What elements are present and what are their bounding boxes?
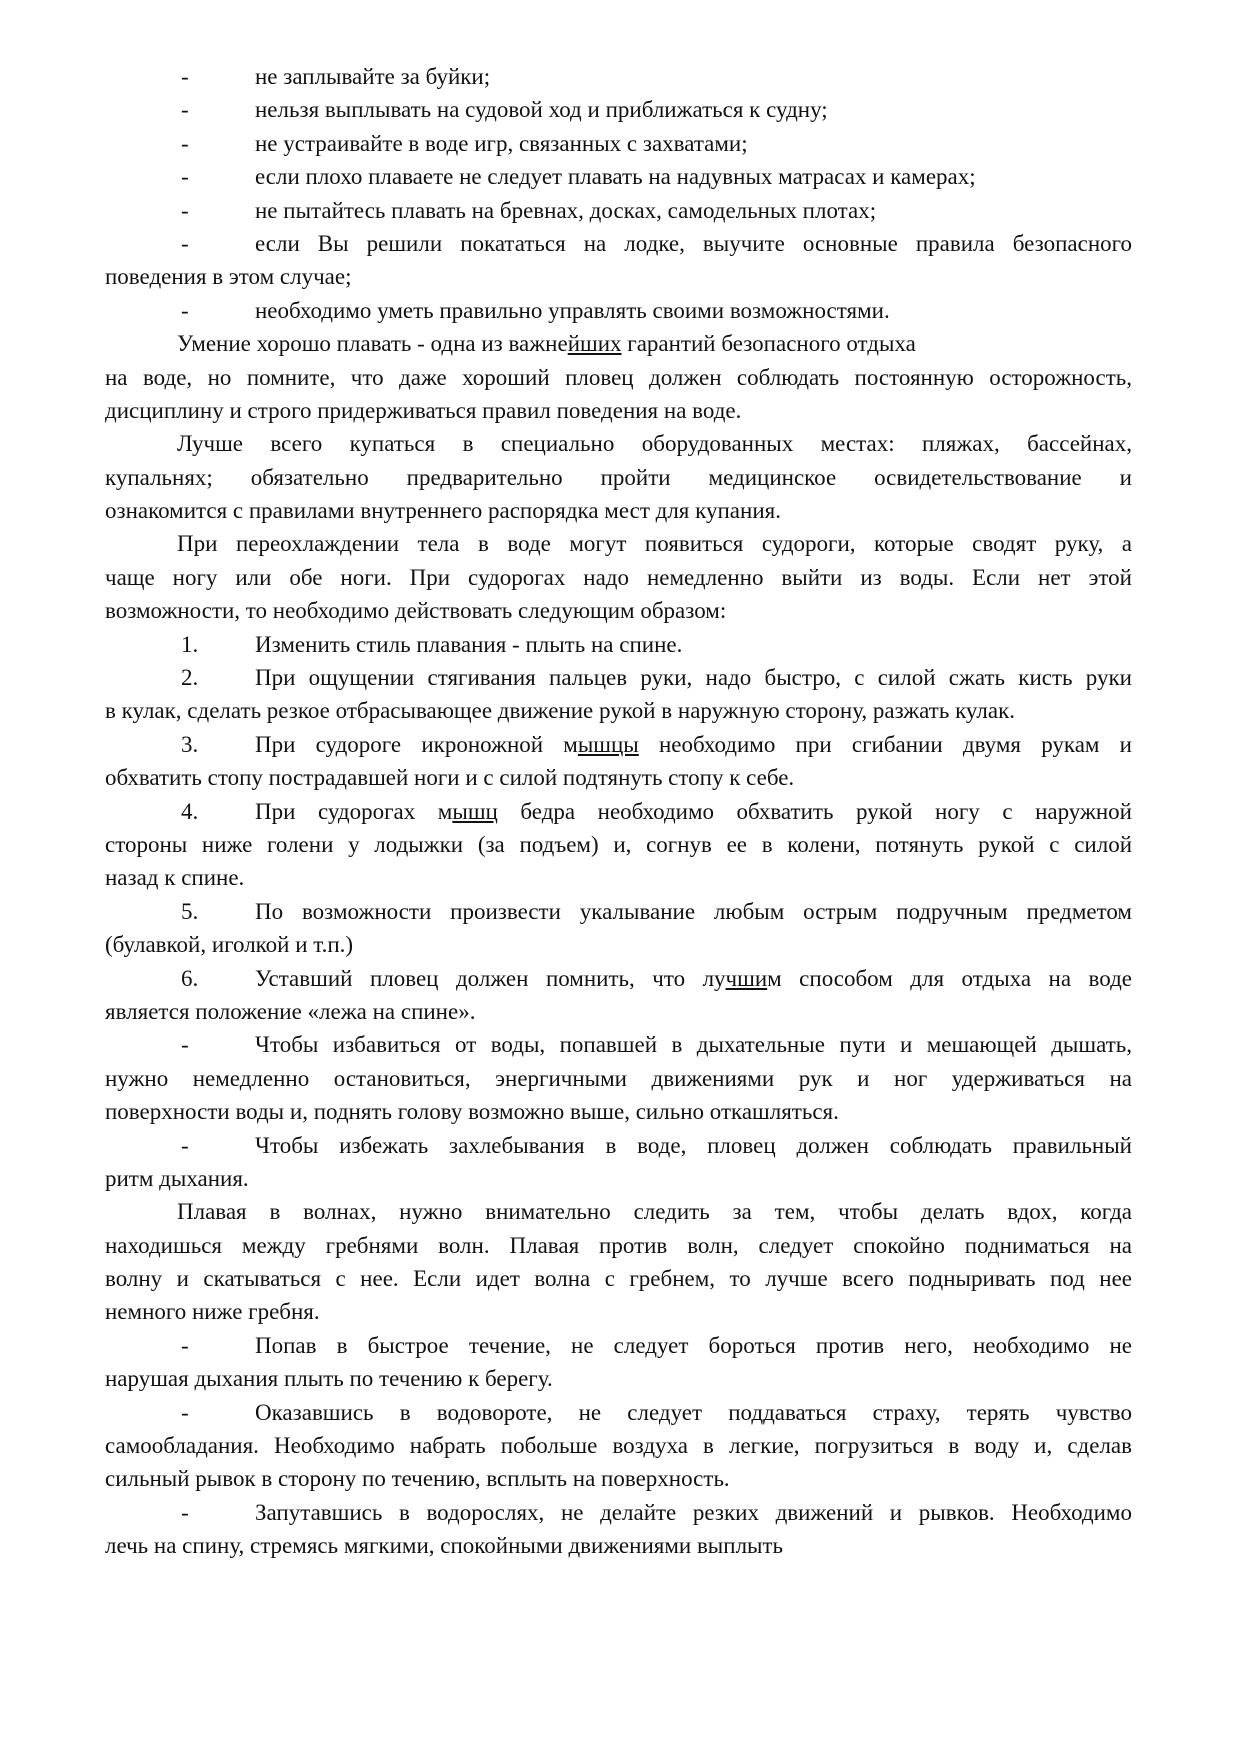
paragraph-swim-line: на воде, но помните, что даже хороший пловец должен соблюдать постоянную осторожность, <box>105 364 1132 390</box>
list-item-continuation: сильный рывок в сторону по течению, всплыть на поверхность. <box>105 1466 730 1492</box>
paragraph-text: Плавая в волнах, нужно внимательно следить за тем, чтобы делать вдох, когда <box>177 1199 1132 1225</box>
list-item-text: если Вы решили покататься на лодке, выучите основные правила безопасного <box>255 230 1132 256</box>
list-item-text: не устраивайте в воде игр, связанных с захватами; <box>255 130 748 156</box>
numbered-item-text: При судороге икроножной м <box>255 731 578 757</box>
numbered-item <box>105 895 1132 928</box>
number-marker: 4. <box>181 798 199 824</box>
paragraph-text: гарантий безопасного отдыха <box>621 331 916 357</box>
numbered-item <box>105 728 1132 761</box>
list-marker: - <box>181 97 189 123</box>
numbered-item-text: Уставший пловец должен помнить, что лу <box>255 965 726 991</box>
numbered-item-continuation: (булавкой, иголкой и т.п.) <box>105 932 354 958</box>
list-item <box>105 60 1132 93</box>
list-item <box>105 1496 1132 1529</box>
list-marker: - <box>181 197 189 223</box>
number-marker: 3. <box>181 731 199 757</box>
document-body <box>105 60 1132 1563</box>
numbered-item-text: Изменить стиль плавания - плыть на спине. <box>255 631 683 657</box>
list-item <box>105 227 1132 260</box>
list-item-text: Запутавшись в водорослях, не делайте резких движений и рывков. Необходимо <box>255 1499 1132 1525</box>
list-item-text: Чтобы избавиться от воды, попавшей в дыхательные пути и мешающей дышать, <box>255 1032 1132 1058</box>
paragraph-swim-line <box>105 327 1132 360</box>
list-item <box>105 93 1132 126</box>
number-marker: 1. <box>181 631 199 657</box>
list-item <box>105 1396 1132 1429</box>
underlined-text: йших <box>567 331 622 357</box>
numbered-item-text: бедра необходимо обхватить рукой ногу с наружной <box>497 798 1132 824</box>
list-item <box>105 194 1132 227</box>
list-marker: - <box>181 230 189 256</box>
numbered-item-text: При ощущении стягивания пальцев руки, надо быстро, с силой сжать кисть руки <box>255 665 1132 691</box>
list-item-text: нельзя выплывать на судовой ход и приближаться к судну; <box>255 97 828 123</box>
list-item <box>105 1028 1132 1061</box>
underlined-text: ышц <box>452 798 498 824</box>
list-item-continuation: ритм дыхания. <box>105 1165 249 1191</box>
paragraph-text: При переохлаждении тела в воде могут появиться судороги, которые сводят руку, а <box>177 531 1132 557</box>
list-item-text: Оказавшись в водовороте, не следует поддаваться страху, терять чувство <box>255 1399 1132 1425</box>
list-item <box>105 1329 1132 1362</box>
underlined-text: чши <box>725 965 768 991</box>
list-item-continuation: нарушая дыхания плыть по течению к берегу. <box>105 1366 553 1392</box>
numbered-item-text: При судорогах м <box>255 798 453 824</box>
list-item-continuation: самообладания. Необходимо набрать побольше воздуха в легкие, погрузиться в воду и, сделав <box>105 1433 1132 1459</box>
number-marker: 5. <box>181 898 199 924</box>
list-item-text: необходимо уметь правильно управлять своими возможностями. <box>255 297 890 323</box>
number-marker: 6. <box>181 965 199 991</box>
list-item <box>105 1129 1132 1162</box>
paragraph-best-line: купальнях; обязательно предварительно пройти медицинское освидетельствование и <box>105 464 1132 490</box>
paragraph-text: Умение хорошо плавать - одна из важне <box>177 331 568 357</box>
list-item-text: Попав в быстрое течение, не следует бороться против него, необходимо не <box>255 1332 1132 1358</box>
numbered-item-text: необходимо при сгибании двумя рукам и <box>638 731 1132 757</box>
list-item-text: не пытайтесь плавать на бревнах, досках, самодельных плотах; <box>255 197 877 223</box>
numbered-item <box>105 795 1132 828</box>
list-item-continuation: поверхности воды и, поднять голову возможно выше, сильно откашляться. <box>105 1099 839 1125</box>
list-marker: - <box>181 1399 189 1425</box>
numbered-item <box>105 628 1132 661</box>
list-marker: - <box>181 1499 189 1525</box>
paragraph-swim-line: дисциплину и строго придерживаться правил поведения на воде. <box>105 397 742 423</box>
numbered-item <box>105 661 1132 694</box>
list-item-text: не заплывайте за буйки; <box>255 64 491 89</box>
list-item-continuation: лечь на спину, стремясь мягкими, спокойными движениями выплыть <box>105 1533 784 1559</box>
paragraph-waves-line <box>105 1195 1132 1228</box>
list-item <box>105 160 1132 193</box>
paragraph-best-line: ознакомится с правилами внутреннего распорядка мест для купания. <box>105 498 781 524</box>
list-marker: - <box>181 164 189 190</box>
numbered-item-text: м способом для отдыха на воде <box>767 965 1132 991</box>
list-item-text: Чтобы избежать захлебывания в воде, пловец должен соблюдать правильный <box>255 1132 1132 1158</box>
paragraph-best-line <box>105 427 1132 460</box>
list-marker: - <box>181 64 189 89</box>
number-marker: 2. <box>181 665 199 691</box>
list-marker: - <box>181 1132 189 1158</box>
paragraph-waves-line: находишься между гребнями волн. Плавая против волн, следует спокойно подниматься на <box>105 1232 1132 1258</box>
list-item <box>105 294 1132 327</box>
paragraph-cramp-line: возможности, то необходимо действовать следующим образом: <box>105 598 727 624</box>
paragraph-waves-line: немного ниже гребня. <box>105 1299 320 1325</box>
numbered-item-continuation: стороны ниже голени у лодыжки (за подъем) и, согнув ее в колени, потянуть рукой с силой <box>105 831 1132 857</box>
list-marker: - <box>181 130 189 156</box>
list-marker: - <box>181 1332 189 1358</box>
paragraph-cramp-line: чаще ногу или обе ноги. При судорогах надо немедленно выйти из воды. Если нет этой <box>105 564 1132 590</box>
underlined-text: ышцы <box>577 731 639 757</box>
numbered-item-continuation: обхватить стопу пострадавшей ноги и с силой подтянуть стопу к себе. <box>105 765 795 791</box>
list-marker: - <box>181 297 189 323</box>
paragraph-waves-line: волну и скатываться с нее. Если идет волна с гребнем, то лучше всего подныривать под нее <box>105 1266 1132 1292</box>
numbered-item-continuation: является положение «лежа на спине». <box>105 998 476 1024</box>
list-item-continuation: поведения в этом случае; <box>105 264 352 290</box>
list-marker: - <box>181 1032 189 1058</box>
list-item-continuation: нужно немедленно остановиться, энергичными движениями рук и ног удерживаться на <box>105 1065 1132 1091</box>
numbered-item <box>105 962 1132 995</box>
list-item <box>105 127 1132 160</box>
paragraph-cramp-line <box>105 527 1132 560</box>
paragraph-text: Лучше всего купаться в специально оборудованных местах: пляжах, бассейнах, <box>177 431 1132 457</box>
numbered-item-continuation: назад к спине. <box>105 865 245 891</box>
numbered-item-text: По возможности произвести укалывание любым острым подручным предметом <box>255 898 1132 924</box>
numbered-item-continuation: в кулак, сделать резкое отбрасывающее движение рукой в наружную сторону, разжать кулак. <box>105 698 1016 724</box>
list-item-text: если плохо плаваете не следует плавать на надувных матрасах и камерах; <box>255 164 976 190</box>
